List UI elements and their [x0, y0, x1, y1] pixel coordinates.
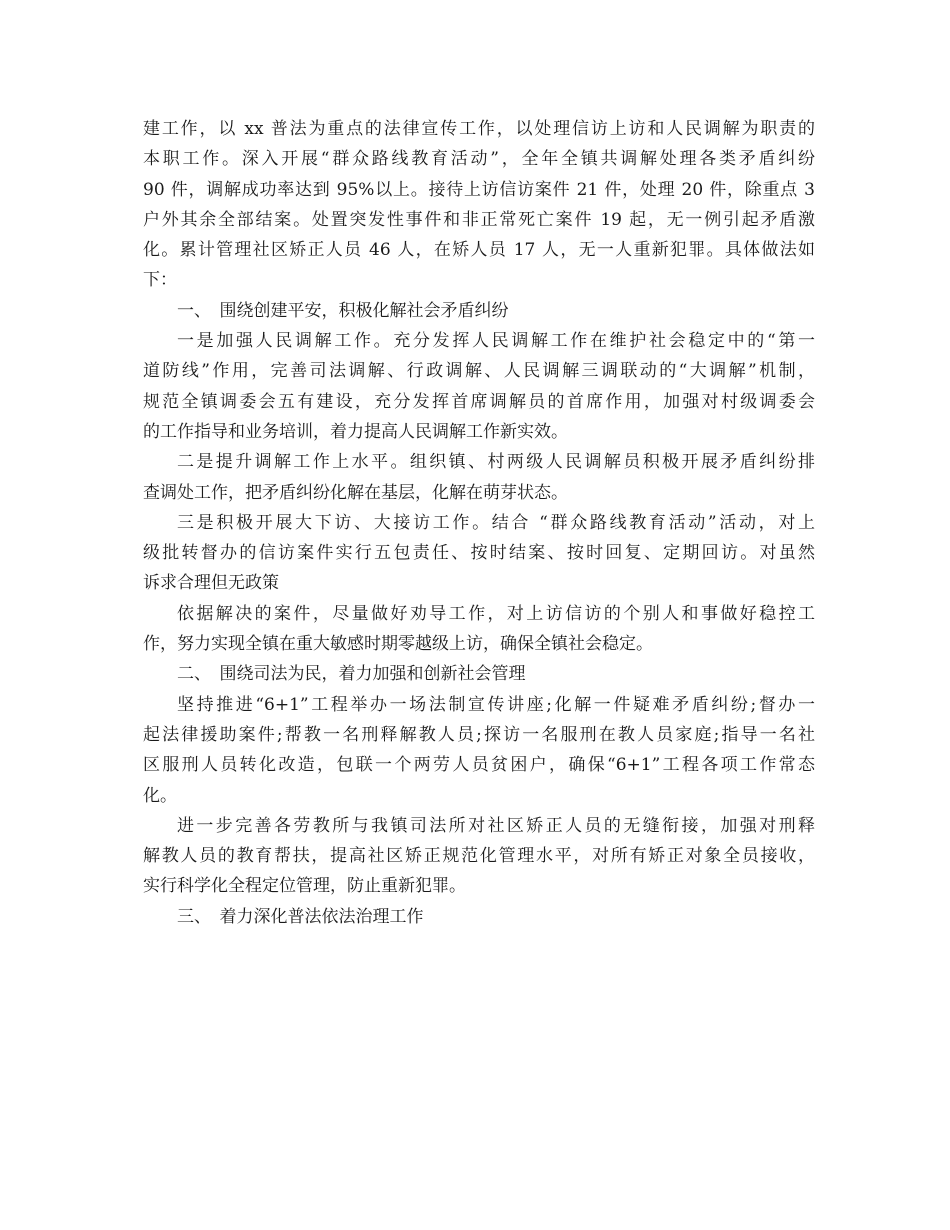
body-paragraph: [143, 447, 815, 508]
paragraph-line: 规范全镇调委会五有建设，充分发挥首席调解员的首席作用，加强对村级调委会: [143, 391, 815, 412]
heading-line: 二、 围绕司法为民，着力加强和创新社会管理: [177, 664, 526, 685]
document-page: [143, 114, 815, 932]
body-paragraph: [143, 811, 815, 902]
paragraph-line: 实行科学化全程定位管理，防止重新犯罪。: [143, 876, 466, 897]
paragraph-line: 本职工作。深入开展“群众路线教育活动”，全年全镇共调解处理各类矛盾纠纷: [143, 149, 815, 170]
paragraph-line: 户外其余全部结案。处置突发性事件和非正常死亡案件 19 起，无一例引起矛盾激: [143, 209, 815, 230]
body-paragraph: [143, 114, 815, 296]
paragraph-line: 二是提升调解工作上水平。组织镇、村两级人民调解员积极开展矛盾纠纷排: [177, 452, 815, 473]
section-heading: [143, 659, 815, 689]
paragraph-line: 查调处工作，把矛盾纠纷化解在基层，化解在萌芽状态。: [143, 482, 568, 503]
body-paragraph: [143, 326, 815, 447]
heading-line: 一、 围绕创建平安，积极化解社会矛盾纠纷: [177, 300, 509, 321]
paragraph-line: 化。累计管理社区矫正人员 46 人，在矫人员 17 人，无一人重新犯罪。具体做法如: [143, 240, 815, 261]
paragraph-line: 依据解决的案件，尽量做好劝导工作，对上访信访的个别人和事做好稳控工: [177, 603, 815, 624]
body-paragraph: [143, 599, 815, 660]
paragraph-line: 一是加强人民调解工作。充分发挥人民调解工作在维护社会稳定中的“第一: [177, 331, 815, 352]
paragraph-line: 进一步完善各劳教所与我镇司法所对社区矫正人员的无缝衔接，加强对刑释: [177, 815, 815, 836]
section-heading: [143, 902, 815, 932]
paragraph-line: 的工作指导和业务培训，着力提高人民调解工作新实效。: [143, 421, 568, 442]
body-paragraph: [143, 690, 815, 811]
paragraph-line: 解教人员的教育帮扶，提高社区矫正规范化管理水平，对所有矫正对象全员接收，: [143, 846, 815, 867]
paragraph-line: 建工作，以 xx 普法为重点的法律宣传工作，以处理信访上访和人民调解为职责的: [143, 119, 815, 139]
paragraph-line: 道防线”作用，完善司法调解、行政调解、人民调解三调联动的“大调解”机制，: [143, 361, 815, 382]
paragraph-line: 化。: [143, 785, 177, 806]
paragraph-line: 下：: [143, 270, 177, 291]
paragraph-line: 起法律援助案件;帮教一名刑释解教人员;探访一名服刑在教人员家庭;指导一名社: [143, 724, 815, 745]
paragraph-line: 诉求合理但无政策: [143, 573, 279, 594]
body-paragraph: [143, 508, 815, 599]
paragraph-line: 级批转督办的信访案件实行五包责任、按时结案、按时回复、定期回访。对虽然: [143, 543, 815, 564]
heading-line: 三、 着力深化普法依法治理工作: [177, 906, 424, 927]
paragraph-line: 90 件，调解成功率达到 95%以上。接待上访信访案件 21 件，处理 20 件，除重点 3: [143, 179, 815, 200]
paragraph-line: 区服刑人员转化改造，包联一个两劳人员贫困户，确保“6+1”工程各项工作常态: [143, 755, 815, 776]
paragraph-line: 作，努力实现全镇在重大敏感时期零越级上访，确保全镇社会稳定。: [143, 634, 653, 655]
paragraph-line: 三是积极开展大下访、大接访工作。结合 “群众路线教育活动”活动，对上: [177, 512, 815, 533]
section-heading: [143, 296, 815, 326]
paragraph-line: 坚持推进“6+1”工程举办一场法制宣传讲座;化解一件疑难矛盾纠纷;督办一: [177, 694, 815, 715]
